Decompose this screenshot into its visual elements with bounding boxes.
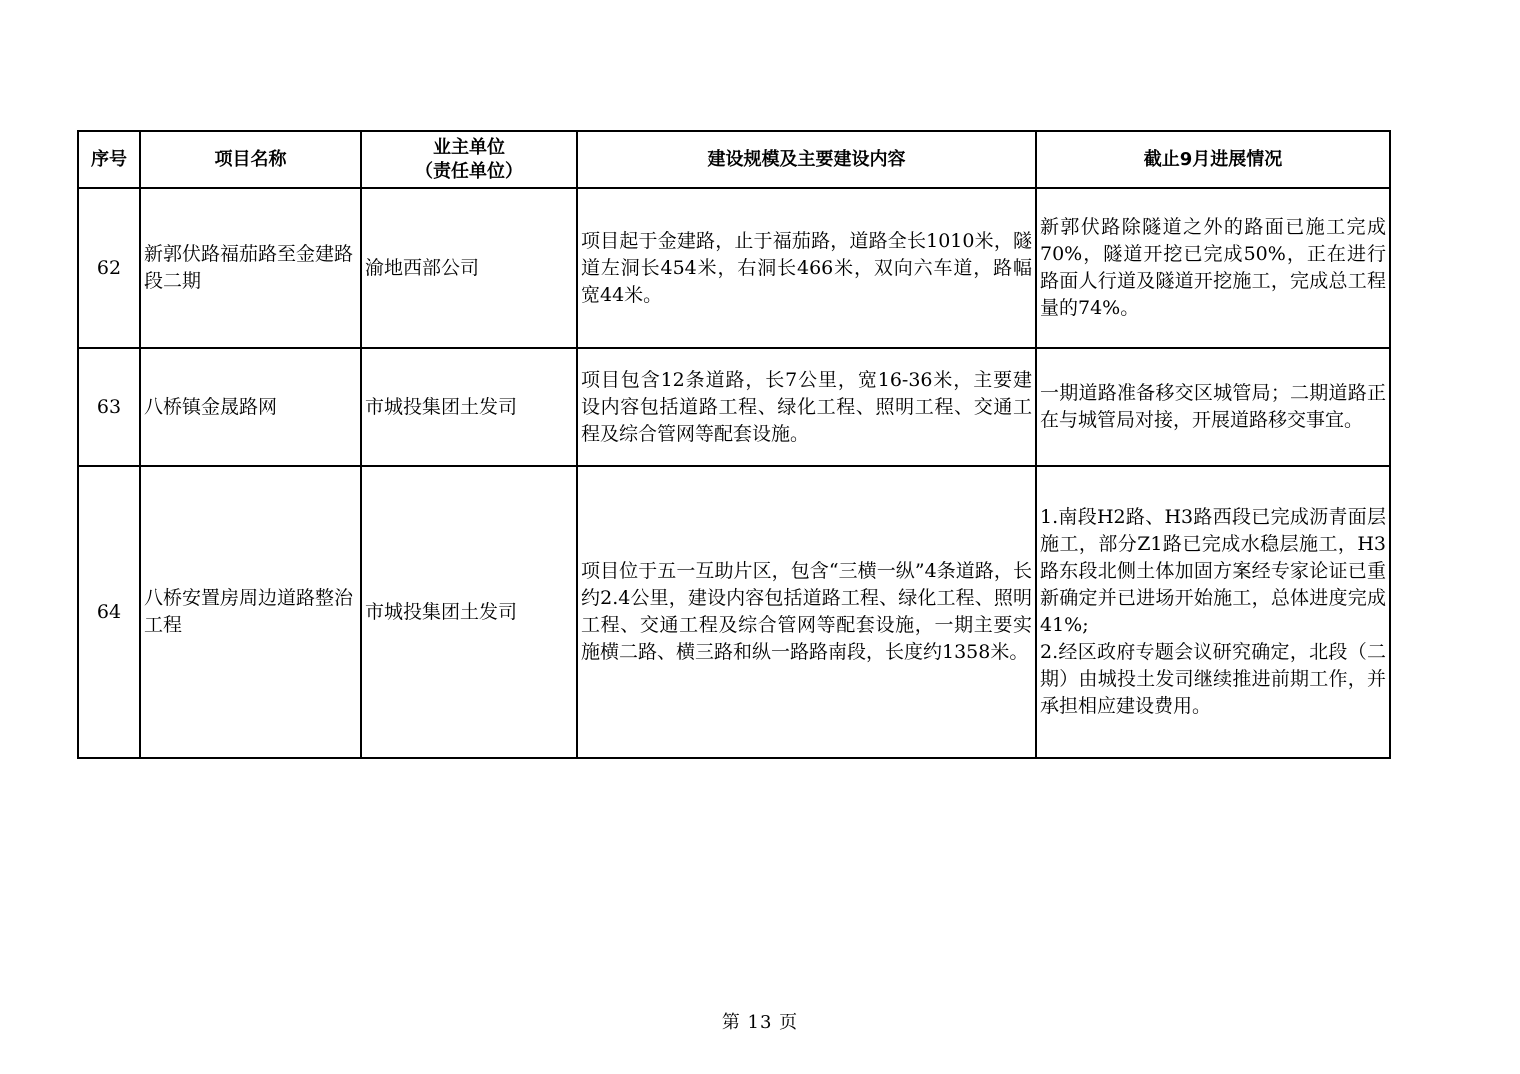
table-row [78, 188, 1390, 348]
header-progress: 截止9月进展情况 [1036, 131, 1390, 188]
serial-number-cell: 64 [78, 466, 140, 758]
table-row [78, 466, 1390, 758]
project-name-cell: 新郭伏路福茄路至金建路段二期 [140, 188, 361, 348]
header-construction-scope: 建设规模及主要建设内容 [577, 131, 1036, 188]
owner-unit-cell: 渝地西部公司 [361, 188, 577, 348]
project-name-cell: 八桥安置房周边道路整治工程 [140, 466, 361, 758]
progress-cell: 新郭伏路除隧道之外的路面已施工完成70%，隧道开挖已完成50%，正在进行路面人行道及隧道开挖施工，完成总工程量的74%。 [1036, 188, 1390, 348]
header-owner-unit: 业主单位 （责任单位） [361, 131, 577, 188]
owner-unit-cell: 市城投集团土发司 [361, 348, 577, 466]
header-serial-number: 序号 [78, 131, 140, 188]
project-name-cell: 八桥镇金晟路网 [140, 348, 361, 466]
serial-number-cell: 63 [78, 348, 140, 466]
page-number: 第 13 页 [721, 1012, 799, 1033]
construction-scope-cell: 项目包含12条道路，长7公里，宽16-36米，主要建设内容包括道路工程、绿化工程、照明工程、交通工程及综合管网等配套设施。 [577, 348, 1036, 466]
table-header-row [78, 131, 1390, 188]
owner-unit-cell: 市城投集团土发司 [361, 466, 577, 758]
table-row [78, 348, 1390, 466]
project-progress-table [77, 130, 1391, 759]
progress-cell: 一期道路准备移交区城管局；二期道路正在与城管局对接，开展道路移交事宜。 [1036, 348, 1390, 466]
progress-cell: 1.南段H2路、H3路西段已完成沥青面层施工，部分Z1路已完成水稳层施工，H3路东段北侧土体加固方案经专家论证已重新确定并已进场开始施工，总体进度完成41%; 2.经区政府专题会议研究确定，北段（二期）由城投土发司继续推进前期工作，并承担相应建设费用。 [1036, 466, 1390, 758]
construction-scope-cell: 项目位于五一互助片区，包含“三横一纵”4条道路，长约2.4公里，建设内容包括道路工程、绿化工程、照明工程、交通工程及综合管网等配套设施，一期主要实施横二路、横三路和纵一路路南段，长度约1358米。 [577, 466, 1036, 758]
header-project-name: 项目名称 [140, 131, 361, 188]
serial-number-cell: 62 [78, 188, 140, 348]
construction-scope-cell: 项目起于金建路，止于福茄路，道路全长1010米，隧道左洞长454米，右洞长466米，双向六车道，路幅宽44米。 [577, 188, 1036, 348]
